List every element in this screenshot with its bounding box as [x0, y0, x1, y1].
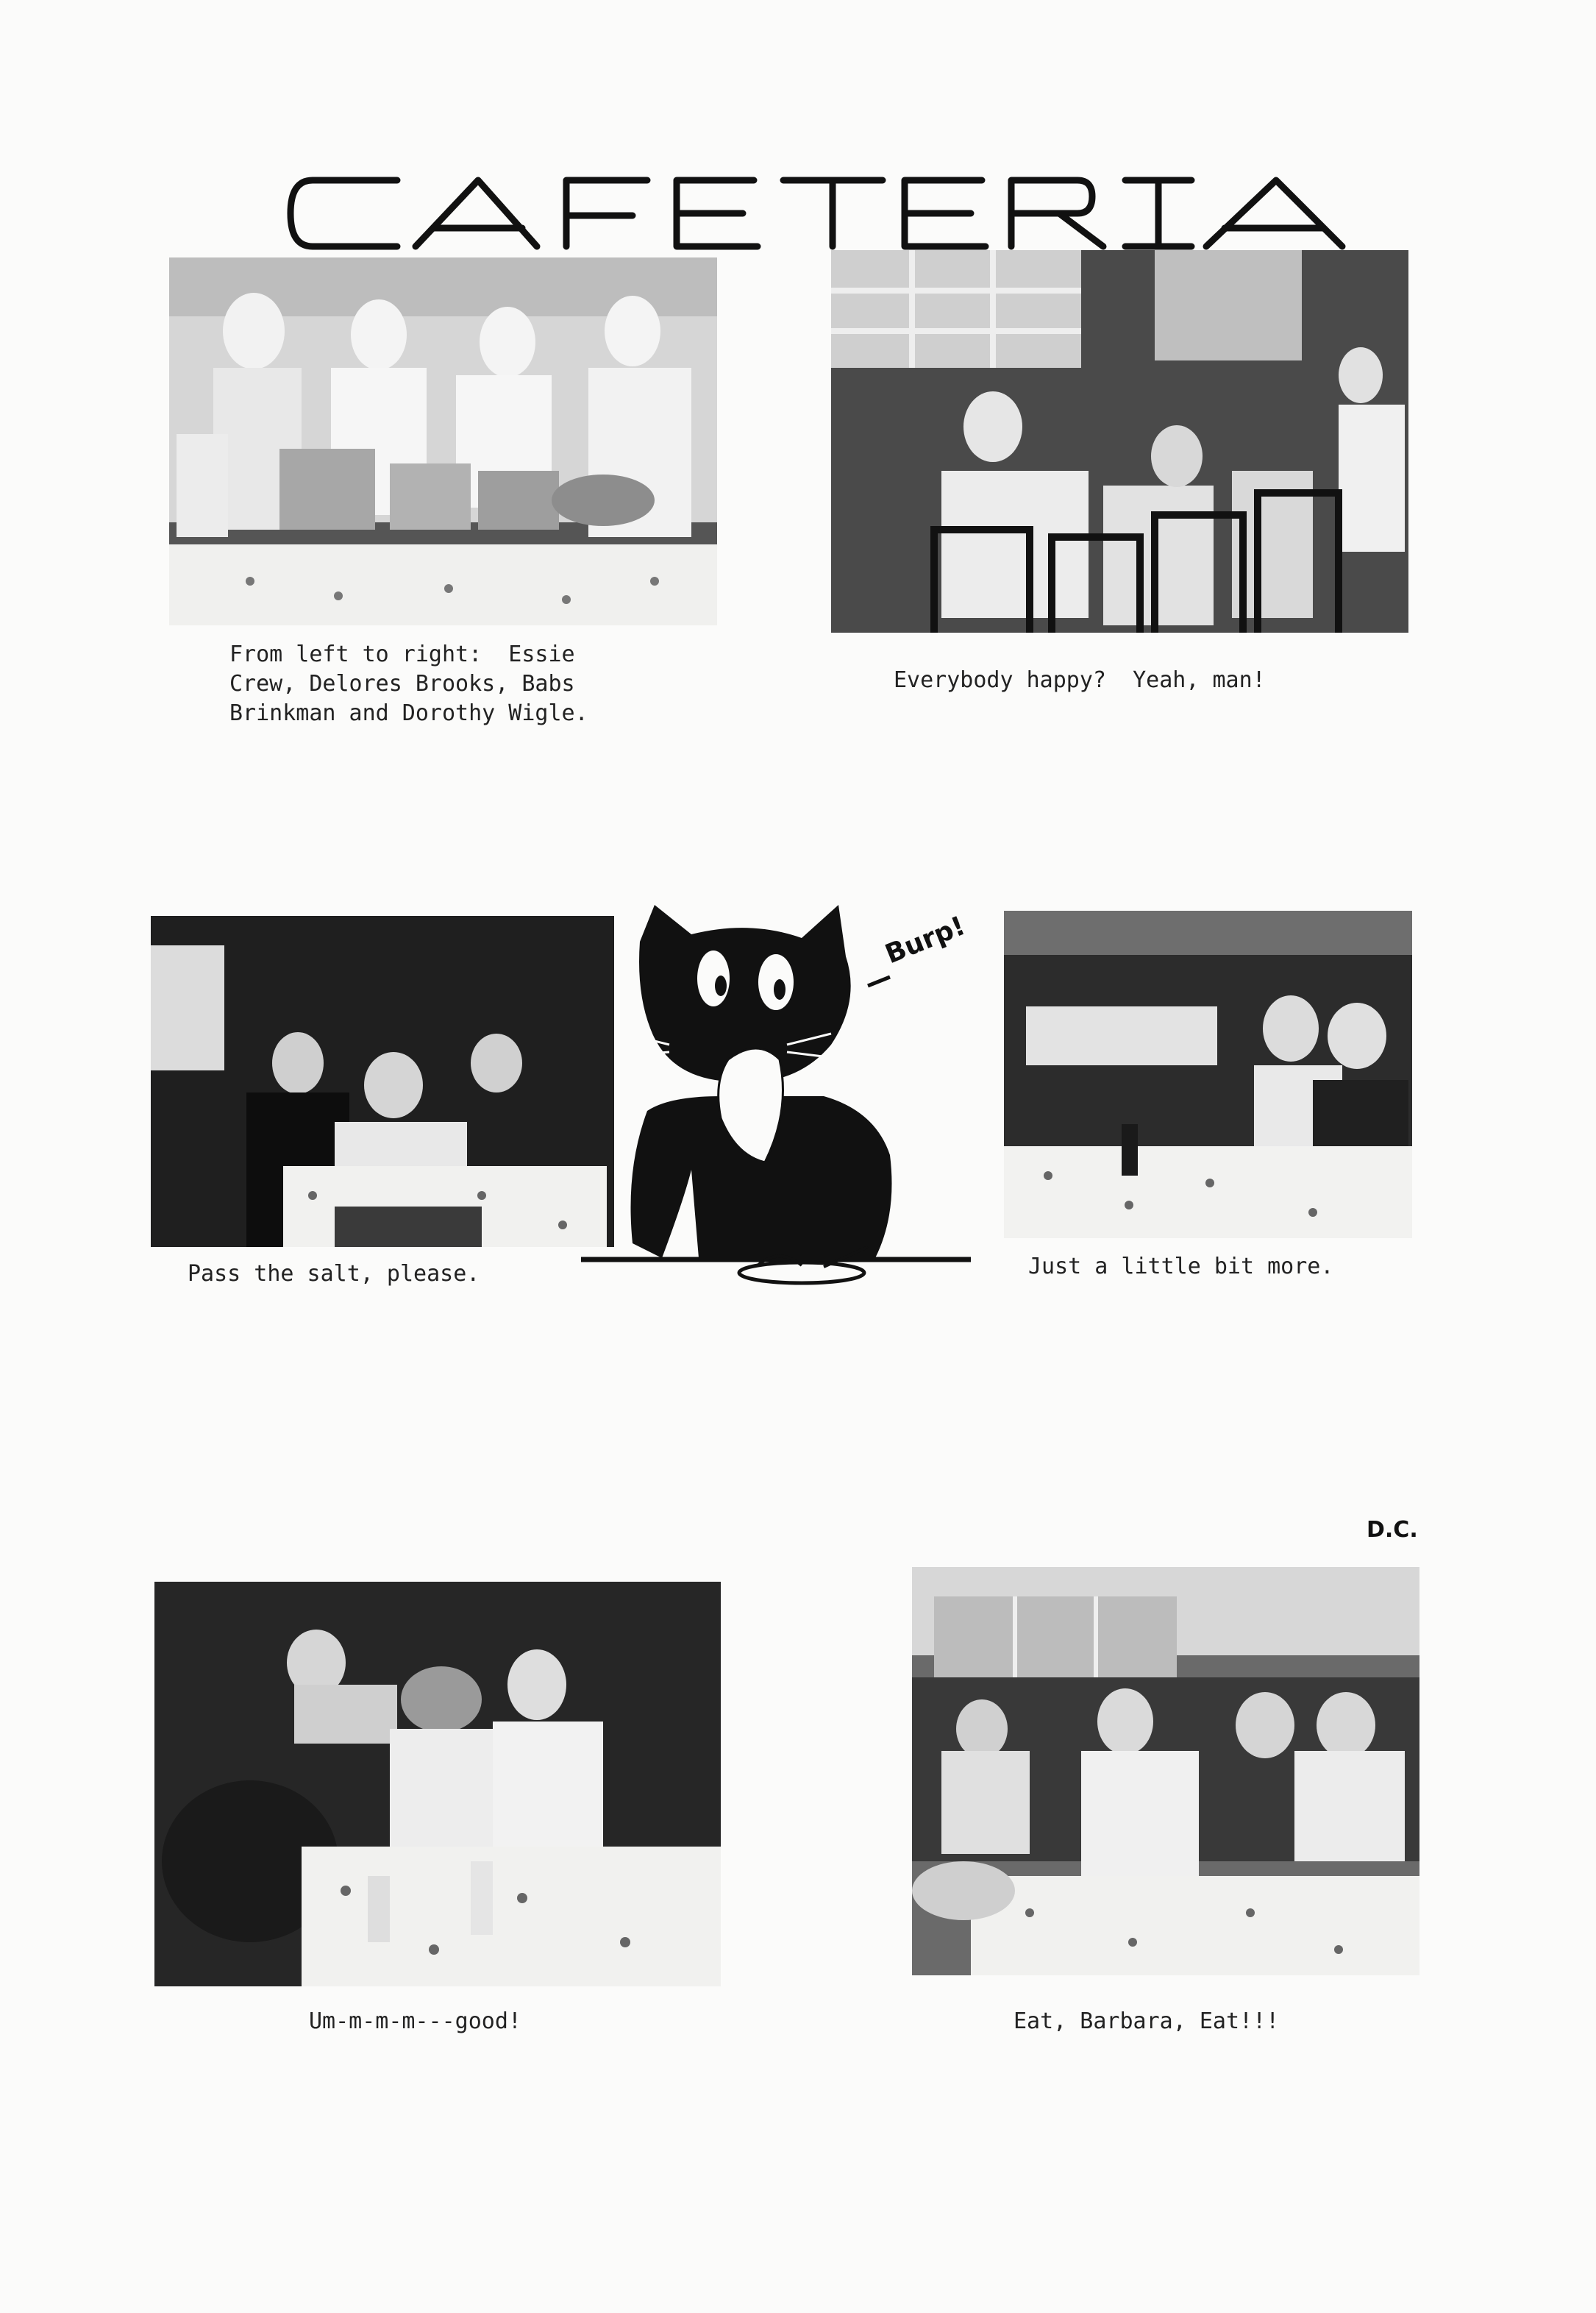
photo-eat-barbara [912, 1567, 1419, 1975]
burp-text: Burp! [881, 910, 970, 970]
photo-pass-the-salt [151, 916, 614, 1247]
caption-photo-3: Pass the salt, please. [188, 1261, 480, 1287]
caption-photo-5: Um-m-m-m---good! [309, 2008, 521, 2034]
photo-cafeteria-staff [169, 257, 717, 625]
cartoon-cat-illustration [581, 875, 971, 1302]
caption-photo-6: Eat, Barbara, Eat!!! [1013, 2008, 1280, 2034]
caption-photo-4: Just a little bit more. [1028, 1254, 1334, 1279]
cat-drawing [581, 875, 971, 1302]
caption-photo-2: Everybody happy? Yeah, man! [894, 667, 1266, 693]
artist-initials: D.C. [1367, 1517, 1418, 1543]
photo-um-good [154, 1582, 721, 1986]
caption-photo-1: From left to right: Essie Crew, Delores Brooks, Babs Brinkman and Dorothy Wigle. [229, 642, 588, 726]
photo-everybody-happy [831, 250, 1408, 633]
photo-just-a-little-more [1004, 911, 1412, 1238]
